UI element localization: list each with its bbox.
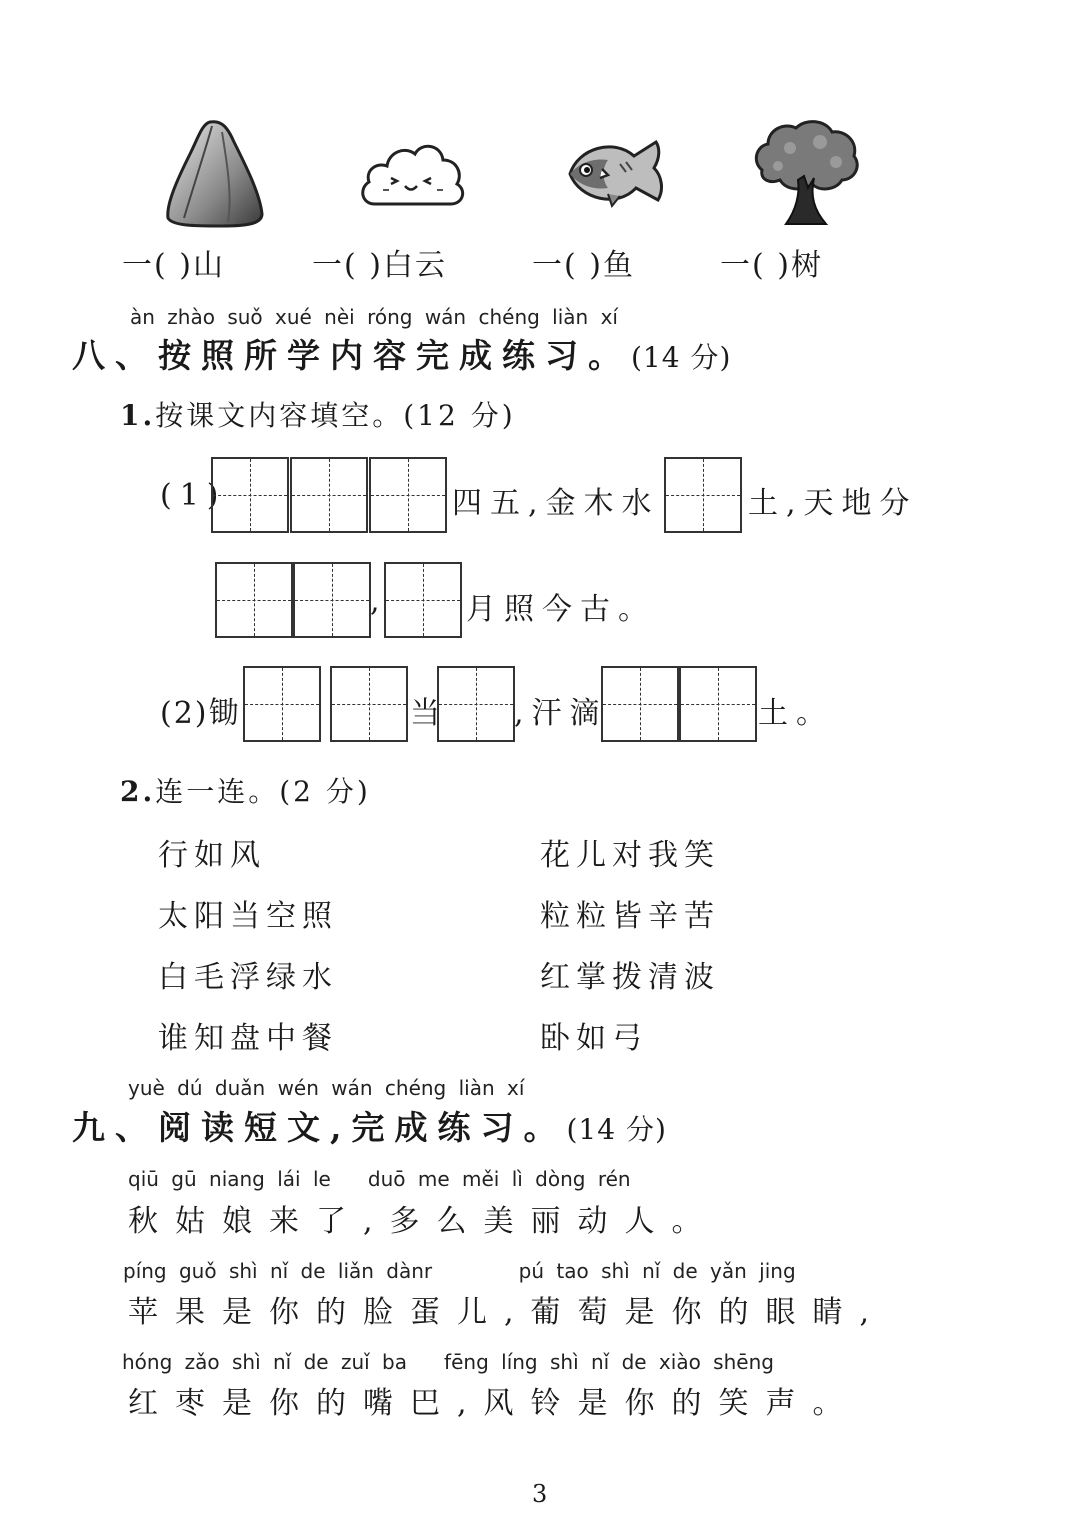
cloud-icon [357, 138, 469, 210]
section8-score: (14 分) [631, 341, 732, 374]
tianzige-box[interactable] [243, 666, 321, 742]
tianzige-box[interactable] [384, 562, 462, 638]
section8-title-text: 八、按照所学内容完成练习。 [72, 336, 631, 375]
q1-line3-label: (2)锄 [160, 696, 241, 731]
question-2-heading [120, 770, 371, 810]
measure-word-blank-mountain[interactable]: 一( )山 [122, 248, 225, 283]
tianzige-box[interactable] [437, 666, 515, 742]
page-number: 3 [532, 1480, 548, 1508]
q1-line1-mid: 四五,金木水 [452, 486, 660, 521]
match-left-item[interactable]: 太阳当空照 [158, 899, 338, 934]
match-left-item[interactable]: 行如风 [158, 838, 266, 873]
q1-line1-label: (1) [160, 478, 227, 513]
mountain-icon [162, 118, 266, 230]
match-right-item[interactable]: 红掌拨清波 [540, 960, 720, 995]
tianzige-box[interactable] [290, 457, 368, 533]
section8-title [72, 330, 731, 377]
tree-icon [750, 118, 862, 230]
measure-word-blank-fish[interactable]: 一( )鱼 [532, 248, 635, 283]
reading-pinyin-line: hóng zǎo shì nǐ de zuǐ ba fēng líng shì nǐ de xiào shēng [122, 1350, 774, 1374]
tianzige-box[interactable] [293, 562, 371, 638]
match-right-item[interactable]: 粒粒皆辛苦 [540, 899, 720, 934]
q1-line3-mid: 当 [410, 696, 448, 731]
reading-text-line: 苹果是你的脸蛋儿,葡萄是你的眼睛, [128, 1295, 887, 1330]
measure-word-blank-tree[interactable]: 一( )树 [720, 248, 823, 283]
q1-line2-end: 月照今古。 [466, 592, 656, 627]
measure-word-blank-cloud[interactable]: 一( )白云 [312, 248, 447, 283]
q1-line3-comma: ,汗滴 [514, 696, 608, 731]
tianzige-box[interactable] [330, 666, 408, 742]
section9-title [72, 1102, 667, 1149]
section9-pinyin: yuè dú duǎn wén wán chéng liàn xí [128, 1076, 525, 1100]
question-1-text: 按课文内容填空。(12 分) [155, 399, 516, 432]
match-left-item[interactable]: 谁知盘中餐 [158, 1021, 338, 1056]
reading-pinyin-line: píng guǒ shì nǐ de liǎn dànr pú tao shì nǐ de yǎn jing [123, 1259, 796, 1283]
fish-icon [564, 134, 674, 214]
question-2-number: 2. [120, 775, 156, 808]
section8-pinyin: àn zhào suǒ xué nèi róng wán chéng liàn xí [130, 305, 618, 329]
section9-title-text: 九、阅读短文,完成练习。 [72, 1108, 567, 1147]
reading-text-line: 红枣是你的嘴巴,风铃是你的笑声。 [128, 1386, 860, 1421]
reading-pinyin-line: qiū gū niang lái le duō me měi lì dòng rén [128, 1167, 631, 1191]
question-1-number: 1. [120, 399, 156, 432]
match-right-item[interactable]: 花儿对我笑 [540, 838, 720, 873]
q1-line3-end: 土。 [758, 696, 834, 731]
q1-line2-comma: , [370, 584, 388, 619]
match-left-item[interactable]: 白毛浮绿水 [158, 960, 338, 995]
reading-text-line: 秋姑娘来了,多么美丽动人。 [128, 1204, 719, 1239]
tianzige-box[interactable] [369, 457, 447, 533]
tianzige-box[interactable] [601, 666, 679, 742]
match-right-item[interactable]: 卧如弓 [540, 1021, 648, 1056]
section9-score: (14 分) [566, 1113, 667, 1146]
tianzige-box[interactable] [215, 562, 293, 638]
tianzige-box[interactable] [211, 457, 289, 533]
q1-line1-end: 土,天地分 [748, 486, 918, 521]
tianzige-box[interactable] [664, 457, 742, 533]
tianzige-box[interactable] [679, 666, 757, 742]
question-1-heading [120, 394, 516, 434]
question-2-text: 连一连。(2 分) [155, 775, 371, 808]
